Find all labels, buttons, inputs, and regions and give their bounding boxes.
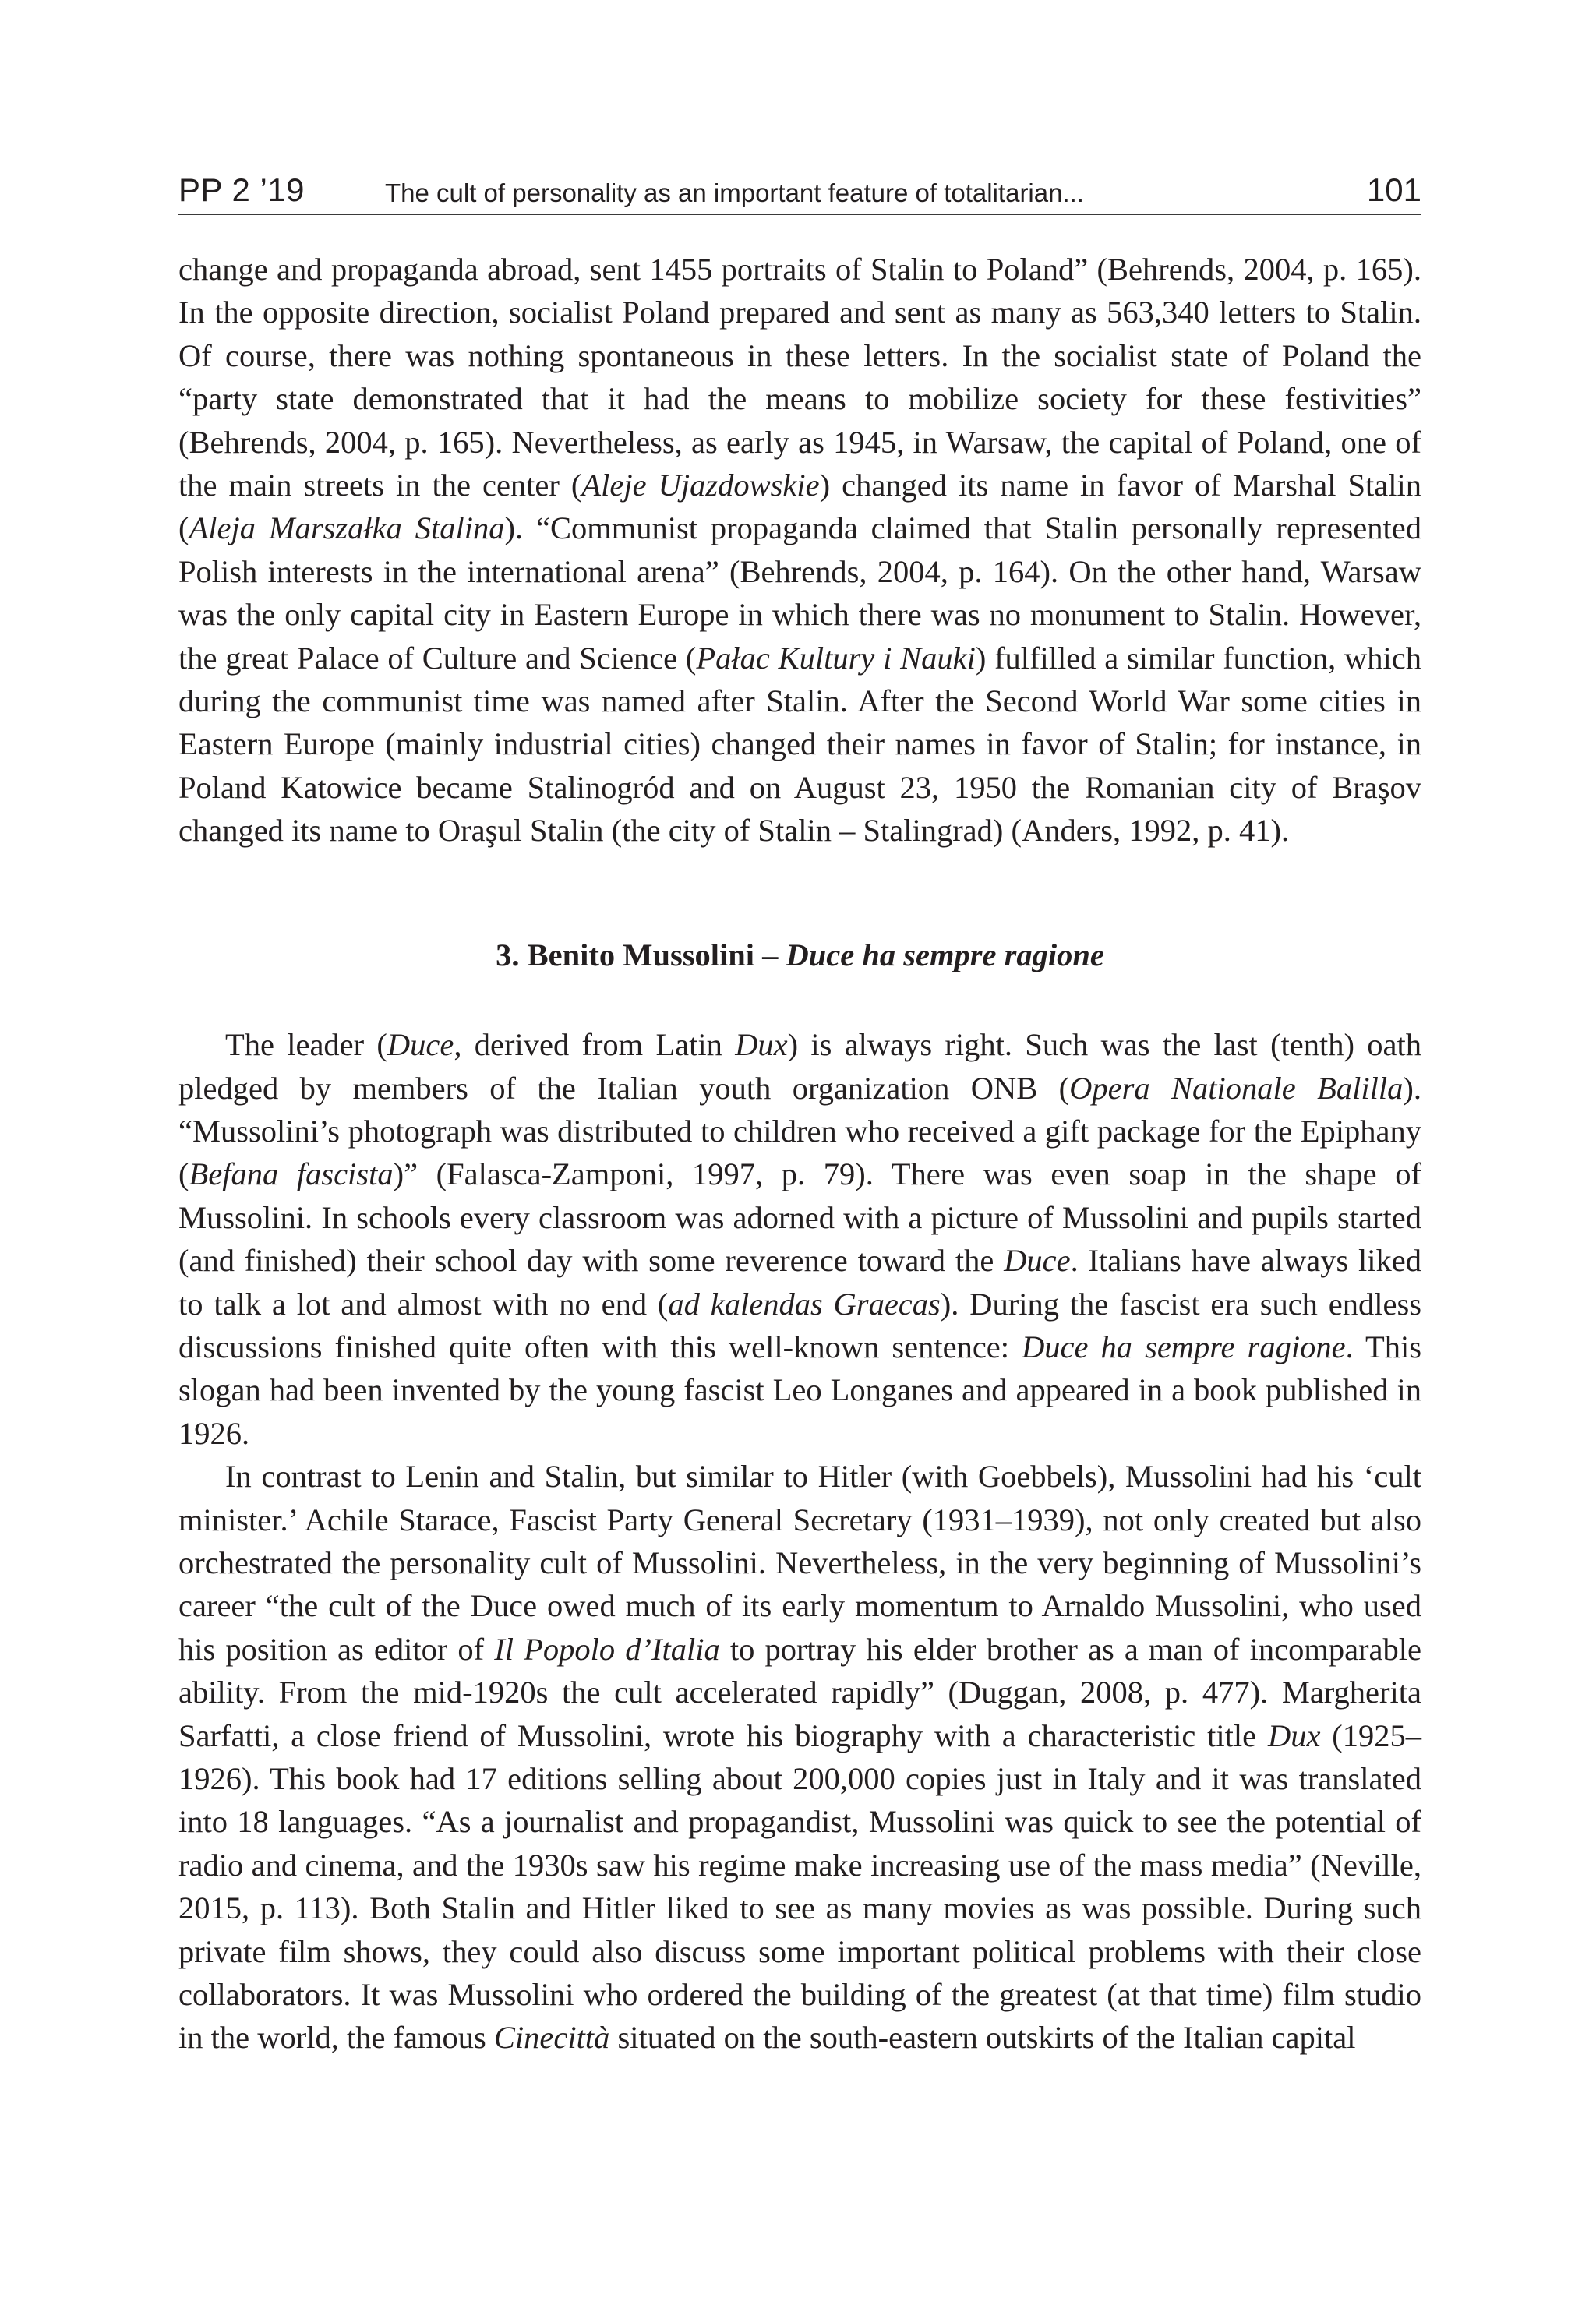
- page-number: 101: [1366, 171, 1421, 208]
- paragraph-cult-minister: In contrast to Lenin and Stalin, but similar to Hitler (with Goebbels), Mussolini had his ‘cult minister.’ Achile Starace, Fascist Party General Secretary (1931–1939), not only created but also orchestrated the personality cult of Mussolini. Nevertheless, in the very beginning of Mussolini’s career “the cult of the Duce owed much of its early momentum to Arnaldo Mussolini, who used his position as editor of Il Popolo d’Italia to portray his elder brother as a man of incomparable ability. From the mid-1920s the cult accelerated rapidly” (Duggan, 2008, p. 477). Margherita Sarfatti, a close friend of Mussolini, wrote his biography with a characteristic title Dux (1925–1926). This book had 17 editions selling about 200,000 copies just in Italy and it was translated into 18 languages. “As a journalist and propagandist, Mussolini was quick to see the potential of radio and cinema, and the 1930s saw his regime make increasing use of the mass media” (Neville, 2015, p. 113). Both Stalin and Hitler liked to see as many movies as was possible. During such private film shows, they could also discuss some important political problems with their close collaborators. It was Mussolini who ordered the building of the greatest (at that time) film studio in the world, the famous Cinecittà situated on the south-eastern outskirts of the Italian capital: [178, 1459, 1421, 2056]
- article-body: [178, 248, 1421, 2060]
- running-title: The cult of personality as an important feature of totalitarian...: [385, 178, 1084, 207]
- paragraph-duce: The leader (Duce, derived from Latin Dux) is always right. Such was the last (tenth) oath pledged by members of the Italian youth organization ONB (Opera Nationale Balilla). “Mussolini’s photograph was distributed to children who received a gift package for the Epiphany (Befana fascista)” (Falasca-Zamponi, 1997, p. 79). There was even soap in the shape of Mussolini. In schools every classroom was adorned with a picture of Mussolini and pupils started (and finished) their school day with some reverence toward the Duce. Italians have always liked to talk a lot and almost with no end (ad kalendas Graecas). During the fascist era such endless discussions finished quite often with this well-known sentence: Duce ha sempre ragione. This slogan had been invented by the young fascist Leo Longanes and appeared in a book published in 1926.: [178, 1027, 1422, 1451]
- section-heading: 3. Benito Mussolini – Duce ha sempre ragione: [496, 937, 1104, 972]
- journal-issue: PP 2 ’19: [178, 171, 305, 208]
- paragraph-stalin-poland: change and propaganda abroad, sent 1455 portraits of Stalin to Poland” (Behrends, 2004, p. 165). In the opposite direction, socialist Poland prepared and sent as many as 563,340 letters to Stalin. Of course, there was nothing spontaneous in these letters. In the socialist state of Poland the “party state demonstrated that it had the means to mobilize society for these festivities” (Behrends, 2004, p. 165). Nevertheless, as early as 1945, in Warsaw, the capital of Poland, one of the main streets in the center (Aleje Ujazdowskie) changed its name in favor of Marshal Stalin (Aleja Marszałka Stalina). “Communist propaganda claimed that Stalin personally represented Polish interests in the international arena” (Behrends, 2004, p. 164). On the other hand, Warsaw was the only capital city in Eastern Europe in which there was no monument to Stalin. However, the great Palace of Culture and Science (Pałac Kultury i Nauki) fulfilled a similar function, which during the communist time was named after Stalin. After the Second World War some cities in Eastern Europe (mainly industrial cities) changed their names in favor of Stalin; for instance, in Poland Katowice became Stalinogród and on August 23, 1950 the Romanian city of Braşov changed its name to Oraşul Stalin (the city of Stalin – Stalingrad) (Anders, 1992, p. 41).: [178, 252, 1421, 849]
- running-header: [178, 167, 1421, 215]
